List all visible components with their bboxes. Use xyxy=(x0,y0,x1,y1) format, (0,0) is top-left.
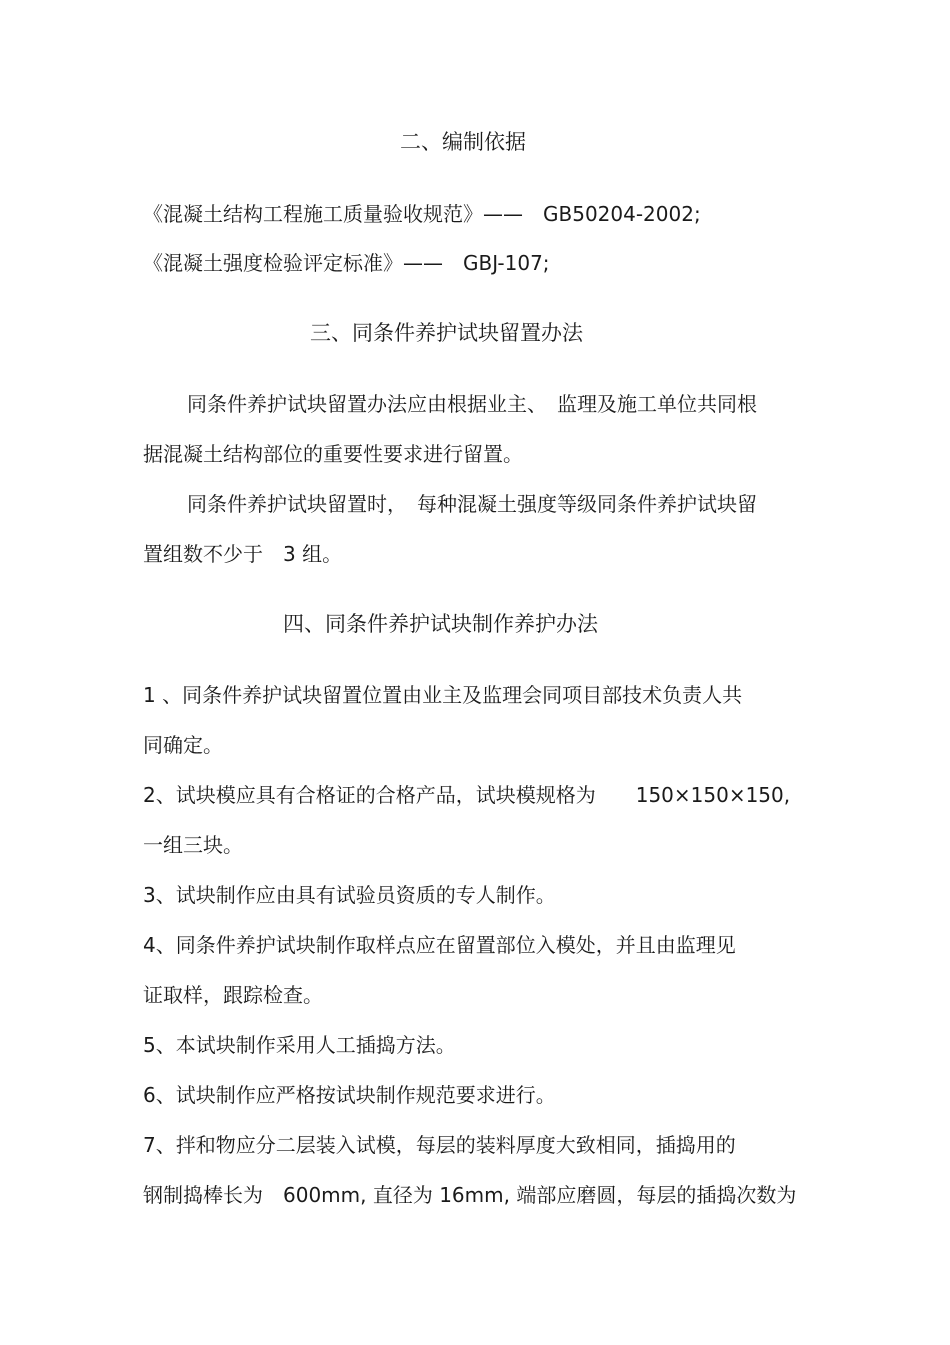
reference-line-1: 《混凝土结构工程施工质量验收规范》—— GB50204-2002; xyxy=(143,202,701,226)
list-item: 1 、同条件养护试块留置位置由业主及监理会同项目部技术负责人共 xyxy=(143,683,743,707)
paragraph-line: 置组数不少于 3 组。 xyxy=(143,542,343,566)
section3-heading: 三、同条件养护试块留置办法 xyxy=(310,321,583,345)
paragraph-line: 据混凝土结构部位的重要性要求进行留置。 xyxy=(143,442,523,466)
list-item: 3、试块制作应由具有试验员资质的专人制作。 xyxy=(143,883,556,907)
list-item-continuation: 钢制捣棒长为 600mm, 直径为 16mm, 端部应磨圆，每层的插捣次数为 xyxy=(143,1183,797,1207)
list-item: 7、拌和物应分二层装入试模，每层的装料厚度大致相同，插捣用的 xyxy=(143,1133,736,1157)
reference-line-2: 《混凝土强度检验评定标准》—— GBJ-107; xyxy=(143,251,550,275)
paragraph-line: 同条件养护试块留置时， 每种混凝土强度等级同条件养护试块留 xyxy=(187,492,757,516)
list-item: 2、试块模应具有合格证的合格产品，试块模规格为 150×150×150, xyxy=(143,783,791,807)
list-item-continuation: 一组三块。 xyxy=(143,833,243,857)
section4-heading: 四、同条件养护试块制作养护办法 xyxy=(283,612,598,636)
section2-heading: 二、编制依据 xyxy=(400,130,526,154)
list-item: 4、同条件养护试块制作取样点应在留置部位入模处，并且由监理见 xyxy=(143,933,736,957)
list-item: 5、本试块制作采用人工插捣方法。 xyxy=(143,1033,456,1057)
list-item: 6、试块制作应严格按试块制作规范要求进行。 xyxy=(143,1083,556,1107)
list-item-continuation: 证取样，跟踪检查。 xyxy=(143,983,323,1007)
list-item-continuation: 同确定。 xyxy=(143,733,223,757)
paragraph-line: 同条件养护试块留置办法应由根据业主、 监理及施工单位共同根 xyxy=(187,392,757,416)
